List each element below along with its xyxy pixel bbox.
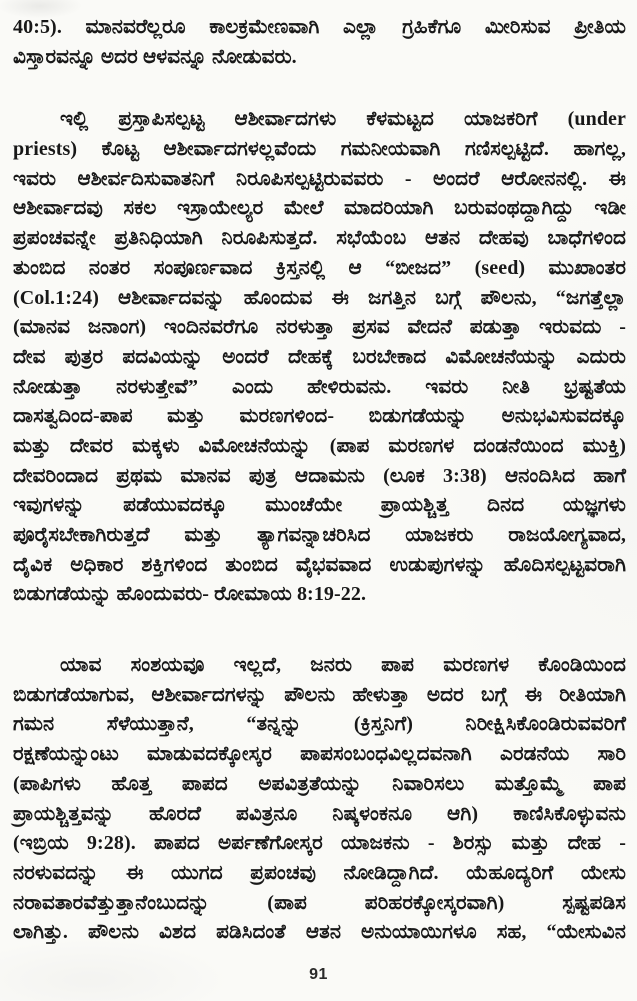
text-line: ಪ್ರಾಯಶ್ಚಿತ್ತವನ್ನು ಹೊರದೆ ಪವಿತ್ರನೂ ನಿಷ್ಕಳಂಕನೂ ಆಗಿ) ಕಾಣಿಸಿಕೊಳ್ಳುವನು bbox=[13, 802, 626, 825]
text-line: (ಇಬ್ರಿಯ 9:28). ಪಾಪದ ಅರ್ಪಣೆಗೋಸ್ಕರ ಯಾಜಕನು - ಶಿರಸ್ಸು ಮತ್ತು ದೇಹ - bbox=[13, 832, 626, 855]
paragraph-blessings bbox=[13, 105, 626, 610]
text-line: priests) ಕೊಟ್ಟ ಆಶೀರ್ವಾದಗಳಲ್ಲವೆಂದು ಗಮನೀಯವಾಗಿ ಗಣಿಸಲ್ಪಟ್ಟಿದೆ. ಹಾಗಲ್ಲ, bbox=[13, 138, 626, 161]
text-line: ರಕ್ಷಣೆಯನ್ನುಂಟು ಮಾಡುವದಕ್ಕೋಸ್ಕರ ಪಾಪಸಂಬಂಧವಿಲ್ಲದವನಾಗಿ ಎರಡನೆಯ ಸಾರಿ bbox=[13, 743, 626, 766]
text-line: ಆಶೀರ್ವಾದವು ಸಕಲ ಇಸ್ರಾಯೇಲ್ಯರ ಮೇಲೆ ಮಾದರಿಯಾಗಿ ಬರುವಂಥದ್ದಾಗಿದ್ದು ಇಡೀ bbox=[13, 197, 626, 220]
text-line: ದೇವರಿಂದಾದ ಪ್ರಥಮ ಮಾನವ ಪುತ್ರ ಆದಾಮನು (ಲೂಕ 3:38) ಆನಂದಿಸಿದ ಹಾಗೆ bbox=[13, 464, 626, 487]
paragraph-deliverance bbox=[13, 651, 626, 948]
text-line: ಪ್ರಪಂಚವನ್ನೇ ಪ್ರತಿನಿಧಿಯಾಗಿ ನಿರೂಪಿಸುತ್ತದೆ. ಸಭೆಯೆಂಬ ಆತನ ದೇಹವು ಬಾಧೆಗಳಿಂದ bbox=[13, 227, 626, 250]
text-line: ವಿಸ್ತಾರವನ್ನೂ ಅದರ ಆಳವನ್ನೂ ನೋಡುವರು. bbox=[13, 45, 297, 68]
text-line: ಗಮನ ಸೆಳೆಯುತ್ತಾನೆ, “ತನ್ನನ್ನು (ಕ್ರಿಸ್ತನಿಗೆ) ನಿರೀಕ್ಷಿಸಿಕೊಂಡಿರುವವರಿಗೆ bbox=[13, 713, 626, 736]
text-line: ಬಿಡುಗಡೆಯಾಗುವ, ಆಶೀರ್ವಾದಗಳನ್ನು ಪೌಲನು ಹೇಳುತ್ತಾ ಅದರ ಬಗ್ಗೆ ಈ ರೀತಿಯಾಗಿ bbox=[13, 683, 626, 706]
text-line: ತುಂಬಿದ ನಂತರ ಸಂಪೂರ್ಣವಾದ ಕ್ರಿಸ್ತನಲ್ಲಿ ಆ “ಬೀಜದ” (seed) ಮುಖಾಂತರ bbox=[13, 256, 626, 279]
paragraph-continued bbox=[13, 13, 626, 72]
text-line: ಇವರು ಆಶೀರ್ವದಿಸುವಾತನಿಗೆ ನಿರೂಪಿಸಲ್ಪಟ್ಟಿರುವವರು - ಅಂದರೆ ಆರೋನನಲ್ಲಿ. ಈ bbox=[13, 167, 626, 190]
text-line: (ಪಾಪಿಗಳು ಹೊತ್ತ ಪಾಪದ ಅಪವಿತ್ರತೆಯನ್ನು ನಿವಾರಿಸಲು ಮತ್ತೊಮ್ಮೆ ಪಾಪ bbox=[13, 772, 626, 795]
page-number: 91 bbox=[309, 966, 328, 983]
text-line: ನರಳುವದನ್ನು ಈ ಯುಗದ ಪ್ರಪಂಚವು ನೋಡಿದ್ದಾಗಿದೆ. ಯೆಹೂದ್ಯರಿಗೆ ಯೇಸು bbox=[13, 861, 626, 884]
text-line: ನೋಡುತ್ತಾ ನರಳುತ್ತೇವೆ” ಎಂದು ಹೇಳಿರುವನು. ಇವರು ನೀತಿ ಭ್ರಷ್ಟತೆಯ bbox=[13, 375, 626, 398]
text-line: ಪೂರೈಸಬೇಕಾಗಿರುತ್ತದೆ ಮತ್ತು ತ್ಯಾಗವನ್ನಾಚರಿಸಿದ ಯಾಜಕರು ರಾಜಯೋಗ್ಯವಾದ, bbox=[13, 524, 626, 546]
text-line: ಯಾವ ಸಂಶಯವೂ ಇಲ್ಲದೆ, ಜನರು ಪಾಪ ಮರಣಗಳ ಕೊಂಡಿಯಿಂದ bbox=[60, 654, 626, 677]
text-line: (Col.1:24) ಆಶೀರ್ವಾದವನ್ನು ಹೊಂದುವ ಈ ಜಗತ್ತಿನ ಬಗ್ಗೆ ಪೌಲನು, “ಜಗತ್ತೆಲ್ಲಾ bbox=[13, 286, 626, 309]
text-line: ದಾಸತ್ವದಿಂದ-ಪಾಪ ಮತ್ತು ಮರಣಗಳಿಂದ- ಬಿಡುಗಡೆಯನ್ನು ಅನುಭವಿಸುವದಕ್ಕೂ bbox=[13, 405, 626, 428]
text-line: (ಮಾನವ ಜನಾಂಗ) ಇಂದಿನವರೆಗೂ ನರಳುತ್ತಾ ಪ್ರಸವ ವೇದನೆ ಪಡುತ್ತಾ ಇರುವದು - bbox=[13, 316, 626, 339]
page-text-block bbox=[13, 13, 626, 948]
text-line: ಮತ್ತು ದೇವರ ಮಕ್ಕಳು ವಿಮೋಚನೆಯನ್ನು (ಪಾಪ ಮರಣಗಳ ದಂಡನೆಯಿಂದ ಮುಕ್ತಿ) bbox=[13, 434, 626, 457]
text-line: ಲಾಗಿತ್ತು. ಪೌಲನು ವಿಶದ ಪಡಿಸಿದಂತೆ ಆತನ ಅನುಯಾಯಿಗಳೂ ಸಹ, “ಯೇಸುವಿನ bbox=[13, 921, 626, 944]
text-line: ದೈವಿಕ ಅಧಿಕಾರ ಶಕ್ತಿಗಳಿಂದ ತುಂಬಿದ ವೈಭವವಾದ ಉಡುಪುಗಳನ್ನು ಹೊದಿಸಲ್ಪಟ್ಟವರಾಗಿ bbox=[13, 553, 626, 576]
text-line: ಇವುಗಳನ್ನು ಪಡೆಯುವದಕ್ಕೂ ಮುಂಚೆಯೇ ಪ್ರಾಯಶ್ಚಿತ್ತ ದಿನದ ಯಜ್ಞಗಳು bbox=[13, 494, 626, 517]
text-line: ನರಾವತಾರವೆತ್ತುತ್ತಾನೆಂಬುದನ್ನು (ಪಾಪ ಪರಿಹರಕ್ಕೋಸ್ಕರವಾಗಿ) ಸ್ಪಷ್ಟಪಡಿಸ bbox=[13, 891, 626, 914]
text-line: ದೇವ ಪುತ್ರರ ಪದವಿಯನ್ನು ಅಂದರೆ ದೇಹಕ್ಕೆ ಬರಬೇಕಾದ ವಿಮೋಚನೆಯನ್ನು ಎದುರು bbox=[13, 345, 626, 368]
text-line: ಇಲ್ಲಿ ಪ್ರಸ್ತಾಪಿಸಲ್ಪಟ್ಟ ಆಶೀರ್ವಾದಗಳು ಕೆಳಮಟ್ಟದ ಯಾಜಕರಿಗೆ (under bbox=[60, 108, 626, 131]
text-line: ಬಿಡುಗಡೆಯನ್ನು ಹೊಂದುವರು- ರೋಮಾಯ 8:19-22. bbox=[13, 583, 367, 606]
text-line: 40:5). ಮಾನವರೆಲ್ಲರೂ ಕಾಲಕ್ರಮೇಣವಾಗಿ ಎಲ್ಲಾ ಗ್ರಹಿಕೆಗೂ ಮೀರಿಸುವ ಪ್ರೀತಿಯ bbox=[13, 16, 626, 38]
